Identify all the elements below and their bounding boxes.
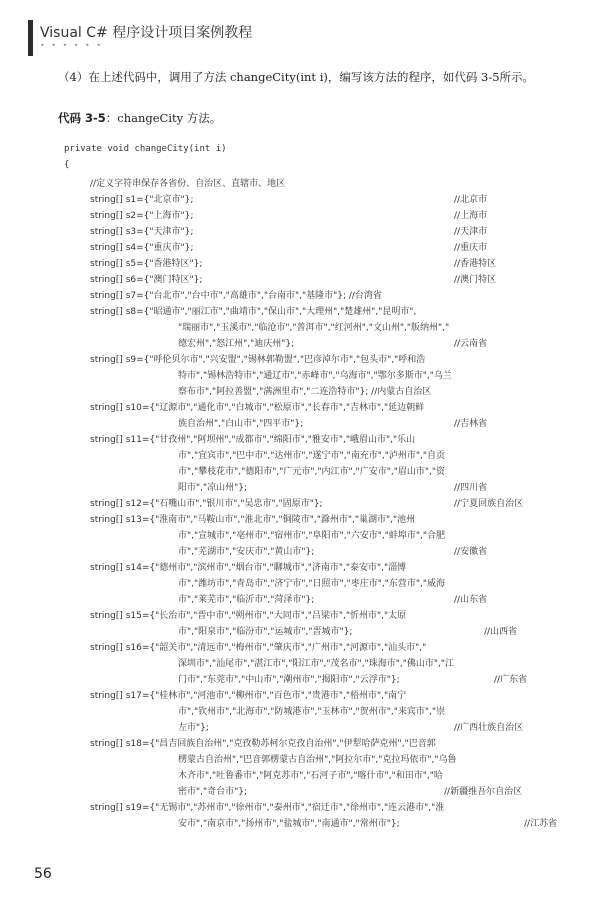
comment-s16: //广东省: [494, 675, 528, 685]
code-s4: string[] s4={"重庆市"};: [90, 243, 194, 253]
caption-label: 代码 3-5: [58, 111, 106, 125]
code-s9-line1: string[] s9={"呼伦贝尔市","兴安盟","锡林郭勒盟","巴彦淖尔市","包头市","呼和浩: [90, 355, 426, 365]
comment-s13: //安徽省: [454, 547, 488, 557]
code-signature: private void changeCity(int i): [64, 144, 227, 154]
code-open-brace: {: [64, 160, 70, 170]
code-s17-line2: 市","钦州市","北海市","防城港市","玉林市","贺州市","来宾市","崇: [178, 707, 445, 717]
code-caption: [58, 110, 221, 126]
caption-text: ：changeCity 方法。: [105, 111, 222, 125]
code-s19-line2: 安市","南京市","扬州市","盐城市","南通市","常州市"};: [178, 819, 400, 829]
code-s10-line2: 族自治州","白山市","四平市"};: [178, 419, 304, 429]
code-comment-main: //定义字符串保存各省份、自治区、直辖市、地区: [90, 179, 286, 189]
code-s6: string[] s6={"澳门特区"};: [90, 275, 203, 285]
comment-s5: //香港特区: [454, 259, 497, 269]
code-s14-line3: 市","莱芜市","临沂市","菏泽市"};: [178, 595, 315, 605]
code-s16-line2: 深圳市","汕尾市","湛江市","阳江市","茂名市","珠海市","佛山市","江: [178, 659, 454, 669]
comment-s4: //重庆市: [454, 243, 488, 253]
comment-s8: //云南省: [454, 339, 488, 349]
code-s5: string[] s5={"香港特区"};: [90, 259, 203, 269]
code-s10-line1: string[] s10={"辽源市","通化市","白城市","松原市","长春市","吉林市","延边朝鲜: [90, 403, 425, 413]
code-s12: string[] s12={"石嘴山市","银川市","吴忠市","固原市"};: [90, 499, 323, 509]
comment-s18: //新疆维吾尔自治区: [444, 787, 523, 797]
code-s17-line3: 左市"};: [178, 723, 209, 733]
code-s9-line2: 特市","锡林浩特市","通辽市","赤峰市","乌海市","鄂尔多斯市","乌兰: [178, 371, 452, 381]
code-s18-line4: 密市","奇台市"};: [178, 787, 248, 797]
comment-s2: //上海市: [454, 211, 488, 221]
intro-text: （4）在上述代码中，调用了方法 changeCity(int i)，编写该方法的程序，如代码 3-5所示。: [58, 70, 535, 84]
code-s2: string[] s2={"上海市"};: [90, 211, 194, 221]
comment-s12: //宁夏回族自治区: [454, 499, 524, 509]
code-s13-line1: string[] s13={"淮南市","马鞍山市","淮北市","铜陵市","滁州市","巢湖市","池州: [90, 515, 416, 525]
code-s17-line1: string[] s17={"桂林市","河池市","柳州市","百色市","贵港市","梧州市","南宁: [90, 691, 407, 701]
code-s18-line2: 楞蒙古自治州","巴音郭楞蒙古自治州","阿拉尔市","克拉玛依市","乌鲁: [178, 755, 457, 765]
code-s13-line3: 市","芜湖市","安庆市","黄山市"};: [178, 547, 315, 557]
code-s8-line3: 德宏州","怒江州","迪庆州"};: [178, 339, 295, 349]
comment-s11: //四川省: [454, 483, 488, 493]
code-s8-line1: string[] s8={"昭通市","丽江市","曲靖市","保山市","大理州","楚雄州","昆明市",: [90, 307, 417, 317]
comment-s19: //江苏省: [524, 819, 558, 829]
code-s14-line2: 市","潍坊市","青岛市","济宁市","日照市","枣庄市","东营市","威海: [178, 579, 445, 589]
code-s11-line3: 市","攀枝花市","德阳市","广元市","内江市","广安市","眉山市","资: [178, 467, 445, 477]
header-accent-bar: [28, 20, 33, 56]
code-s1: string[] s1={"北京市"};: [90, 195, 194, 205]
code-s11-line2: 市","宜宾市","巴中市","达州市","遂宁市","南充市","泸州市","自贡: [178, 451, 445, 461]
code-s15-line1: string[] s15={"长治市","晋中市","朔州市","大同市","吕梁市","忻州市","太原: [90, 611, 407, 621]
code-s16-line3: 门市","东莞市","中山市","潮州市","揭阳市","云浮市"};: [178, 675, 400, 685]
code-s8-line2: "瑞丽市","玉溪市","临沧市","普洱市","红河州","文山州","版纳州",": [178, 323, 450, 333]
code-s15-line2: 市","阳泉市","临汾市","运城市","晋城市"};: [178, 627, 353, 637]
intro-paragraph: [34, 68, 574, 87]
comment-s3: //天津市: [454, 227, 488, 237]
comment-s14: //山东省: [454, 595, 488, 605]
code-s7: string[] s7={"台北市","台中市","高雄市","台南市","基隆市"}; //台湾省: [90, 291, 382, 301]
comment-s1: //北京市: [454, 195, 488, 205]
code-s18-line3: 木齐市","吐鲁番市","阿克苏市","石河子市","喀什市","和田市","哈: [178, 771, 443, 781]
page-number: 56: [34, 866, 52, 882]
code-s19-line1: string[] s19={"无锡市","苏州市","徐州市","泰州市","宿迁市","徐州市","连云港市","淮: [90, 803, 445, 813]
comment-s10: //吉林省: [454, 419, 488, 429]
code-s18-line1: string[] s18={"昌吉回族自治州","克孜勒苏柯尔克孜自治州","伊犁哈萨克州","巴音郭: [90, 739, 436, 749]
code-s13-line2: 市","宣城市","亳州市","宿州市","阜阳市","六安市","蚌埠市","合肥: [178, 531, 445, 541]
comment-s6: //澳门特区: [454, 275, 497, 285]
code-s9-line3: 察布市","阿拉善盟","满洲里市","二连浩特市"}; //内蒙古自治区: [178, 387, 432, 397]
code-s3: string[] s3={"天津市"};: [90, 227, 194, 237]
comment-s15: //山西省: [484, 627, 518, 637]
code-s14-line1: string[] s14={"德州市","滨州市","烟台市","聊城市","济南市","泰安市","淄博: [90, 563, 407, 573]
header-dots: • • • • • •: [40, 41, 104, 50]
comment-s17: //广西壮族自治区: [454, 723, 524, 733]
code-s11-line4: 阳市","凉山州"};: [178, 483, 248, 493]
running-header-title: Visual C# 程序设计项目案例教程: [40, 25, 253, 41]
code-s16-line1: string[] s16={"韶关市","清远市","梅州市","肇庆市","广州市","河源市","汕头市",": [90, 643, 427, 653]
code-s11-line1: string[] s11={"甘孜州","阿坝州","成都市","绵阳市","雅安市","峨眉山市","乐山: [90, 435, 416, 445]
